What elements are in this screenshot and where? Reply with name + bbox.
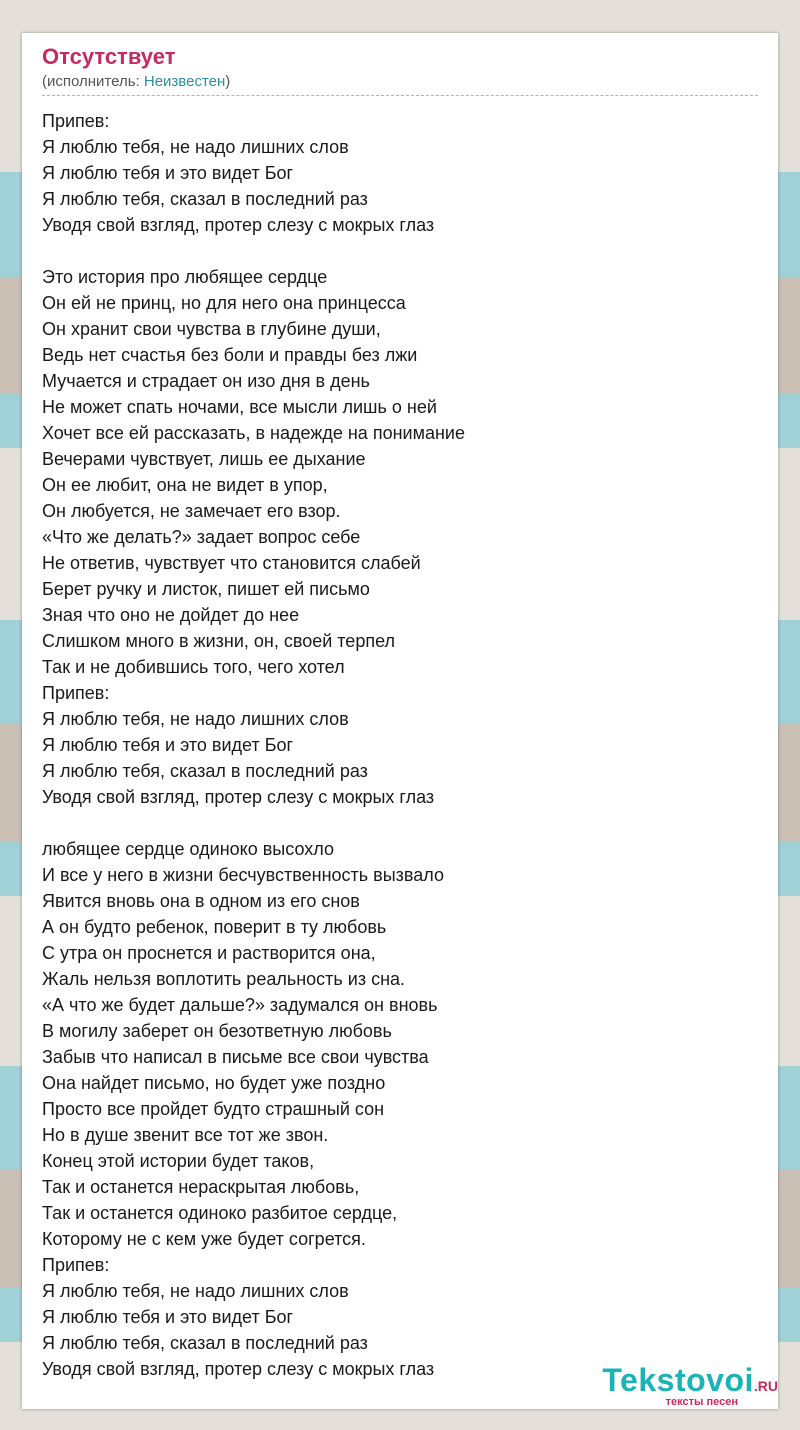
- lyric-line: Я люблю тебя, не надо лишних слов: [42, 1281, 349, 1301]
- lyric-line: Берет ручку и листок, пишет ей письмо: [42, 579, 370, 599]
- lyric-line: Хочет все ей рассказать, в надежде на понимание: [42, 423, 465, 443]
- lyric-line: Уводя свой взгляд, протер слезу с мокрых глаз: [42, 1359, 435, 1379]
- lyric-line: Я люблю тебя, сказал в последний раз: [42, 761, 368, 781]
- lyric-line: Я люблю тебя и это видет Бог: [42, 1307, 294, 1327]
- lyric-line: В могилу заберет он безответную любовь: [42, 1021, 392, 1041]
- lyric-line: Мучается и страдает он изо дня в день: [42, 371, 370, 391]
- lyric-line: Припев:: [42, 1255, 110, 1275]
- lyric-line: Которому не с кем уже будет согрется.: [42, 1229, 366, 1249]
- lyric-line: Жаль нельзя воплотить реальность из сна.: [42, 969, 406, 989]
- lyric-line: Я люблю тебя, сказал в последний раз: [42, 189, 368, 209]
- artist-line: [42, 73, 758, 91]
- lyric-line: Уводя свой взгляд, протер слезу с мокрых глаз: [42, 787, 435, 807]
- lyric-line: Забыв что написал в письме все свои чувства: [42, 1047, 429, 1067]
- lyric-line: Я люблю тебя, не надо лишних слов: [42, 709, 349, 729]
- lyric-line: Припев:: [42, 111, 110, 131]
- lyrics-card: [22, 33, 778, 1409]
- lyric-line: Это история про любящее сердце: [42, 267, 328, 287]
- lyrics-text: [42, 108, 758, 1382]
- lyric-line: Зная что оно не дойдет до нее: [42, 605, 300, 625]
- lyric-line: Она найдет письмо, но будет уже поздно: [42, 1073, 386, 1093]
- artist-suffix: ): [225, 73, 231, 90]
- lyric-line: Так и не добившись того, чего хотел: [42, 657, 345, 677]
- song-title: Отсутствует: [42, 44, 176, 69]
- logo-tagline: тексты песен: [665, 1396, 738, 1408]
- lyric-line: Вечерами чувствует, лишь ее дыхание: [42, 449, 366, 469]
- lyric-line: Он хранит свои чувства в глубине души,: [42, 319, 381, 339]
- artist-link[interactable]: Неизвестен: [143, 73, 226, 90]
- lyric-line: [42, 810, 758, 836]
- lyric-line: Я люблю тебя, не надо лишних слов: [42, 137, 349, 157]
- lyric-line: Явится вновь она в одном из его снов: [42, 891, 360, 911]
- lyric-line: Так и останется одиноко разбитое сердце,: [42, 1203, 398, 1223]
- logo-tld: .RU: [753, 1378, 778, 1394]
- site-logo[interactable]: [602, 1364, 778, 1408]
- lyric-line: С утра он проснется и растворится она,: [42, 943, 376, 963]
- lyric-line: Слишком много в жизни, он, своей терпел: [42, 631, 395, 651]
- lyric-line: Я люблю тебя, сказал в последний раз: [42, 1333, 368, 1353]
- lyric-line: Просто все пройдет будто страшный сон: [42, 1099, 385, 1119]
- lyric-line: Не может спать ночами, все мысли лишь о ней: [42, 397, 437, 417]
- lyric-line: «Что же делать?» задает вопрос себе: [42, 527, 361, 547]
- lyric-line: Ведь нет счастья без боли и правды без лжи: [42, 345, 418, 365]
- lyric-line: Он любуется, не замечает его взор.: [42, 501, 341, 521]
- lyric-line: Я люблю тебя и это видет Бог: [42, 735, 294, 755]
- lyric-line: [42, 238, 758, 264]
- artist-prefix: (исполнитель:: [42, 73, 144, 90]
- lyric-line: Конец этой истории будет таков,: [42, 1151, 315, 1171]
- lyric-line: А он будто ребенок, поверит в ту любовь: [42, 917, 387, 937]
- lyric-line: Так и останется нераскрытая любовь,: [42, 1177, 360, 1197]
- lyric-line: Он ее любит, она не видет в упор,: [42, 475, 328, 495]
- lyric-line: Припев:: [42, 683, 110, 703]
- lyric-line: Уводя свой взгляд, протер слезу с мокрых глаз: [42, 215, 435, 235]
- lyric-line: любящее сердце одиноко высохло: [42, 839, 334, 859]
- dashed-divider: [42, 95, 758, 96]
- lyric-line: «А что же будет дальше?» задумался он вновь: [42, 995, 438, 1015]
- lyric-line: Он ей не принц, но для него она принцесса: [42, 293, 406, 313]
- logo-wordmark: Tekstovoi: [602, 1362, 754, 1398]
- lyric-line: Не ответив, чувствует что становится слабей: [42, 553, 421, 573]
- lyric-line: Я люблю тебя и это видет Бог: [42, 163, 294, 183]
- lyric-line: Но в душе звенит все тот же звон.: [42, 1125, 329, 1145]
- lyric-line: И все у него в жизни бесчувственность вызвало: [42, 865, 444, 885]
